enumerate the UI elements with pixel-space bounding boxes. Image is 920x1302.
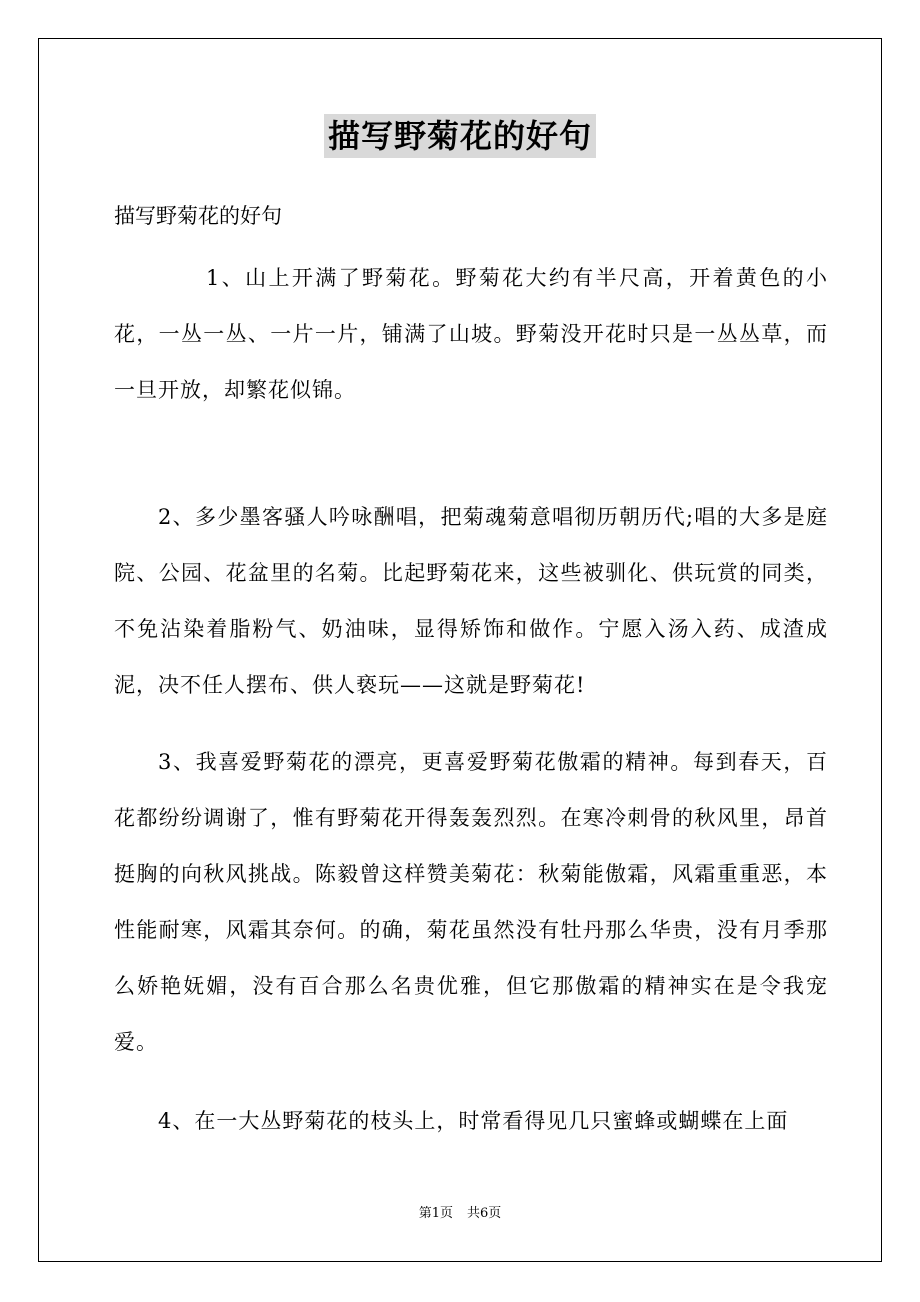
paragraph-2: 2、多少墨客骚人吟咏酬唱，把菊魂菊意唱彻历朝历代;唱的大多是庭院、公园、花盆里的名菊。比起野菊花来，这些被驯化、供玩赏的同类，不免沾染着脂粉气、奶油味，显得矫饰和做作。宁愿入汤入药、成渣成泥，决不任人摆布、供人亵玩——这就是野菊花!	[114, 505, 828, 697]
paragraph-1: 1、山上开满了野菊花。野菊花大约有半尺高，开着黄色的小花，一丛一丛、一片一片，铺满了山坡。野菊没开花时只是一丛丛草，而一旦开放，却繁花似锦。	[114, 266, 828, 402]
document-subtitle: 描写野菊花的好句	[114, 204, 282, 228]
document-title	[0, 114, 920, 158]
page-number: 第1页	[418, 1206, 453, 1221]
page-footer	[0, 1204, 920, 1224]
paragraph-3: 3、我喜爱野菊花的漂亮，更喜爱野菊花傲霜的精神。每到春天，百花都纷纷调谢了，惟有野菊花开得轰轰烈烈。在寒冷刺骨的秋风里，昂首挺胸的向秋风挑战。陈毅曾这样赞美菊花：秋菊能傲霜，风霜重重恶，本性能耐寒，风霜其奈何。的确，菊花虽然没有牡丹那么华贵，没有月季那么娇艳妩媚，没有百合那么名贵优雅，但它那傲霜的精神实在是令我宠爱。	[114, 750, 828, 1054]
page-total: 共6页	[467, 1206, 502, 1221]
document-title-text: 描写野菊花的好句	[324, 114, 596, 158]
paragraph-4: 4、在一大丛野菊花的枝头上，时常看得见几只蜜蜂或蝴蝶在上面	[158, 1109, 789, 1133]
